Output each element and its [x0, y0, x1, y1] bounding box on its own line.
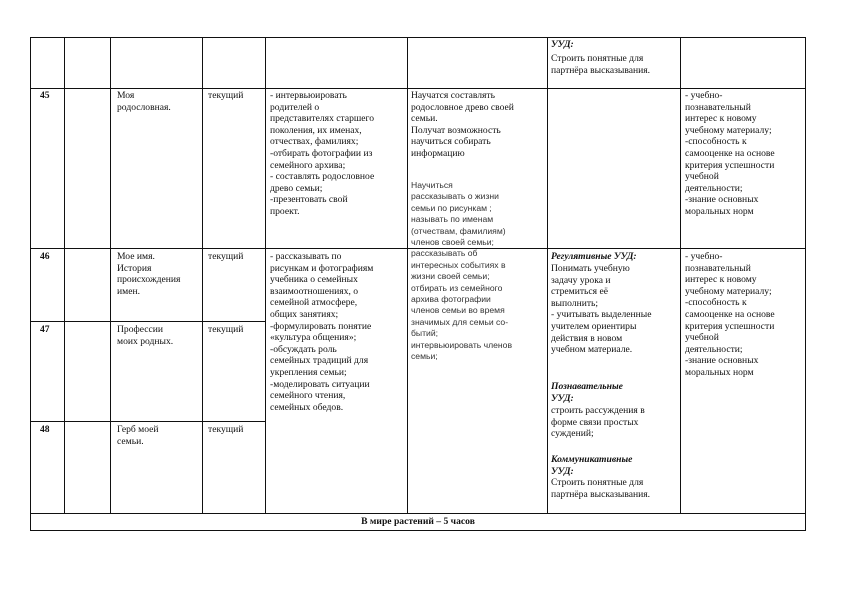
row-45-activities: - интервьюировать родителей о представителях старшего поколения, их именах, отчествах, фамилиях; -отбирать фотографии из семейного архива; - составлять родословное древо семьи; -презентовать свой проект.	[270, 90, 375, 217]
col-line-8	[805, 37, 806, 531]
row-47-type: текущий	[208, 324, 244, 335]
row-48-topic: Герб моей семьи.	[117, 424, 159, 447]
table-border-top	[30, 37, 806, 38]
uud-communicative-heading: Коммуникативные УУД:	[551, 454, 633, 477]
col-line-4	[265, 37, 266, 514]
uud-cognitive-text: строить рассуждения в форме связи простых суждений;	[551, 405, 645, 440]
row-46-personal: - учебно- познавательный интерес к новому учебному материалу; -способность к самооценке на основе критерия успешности учебной деятельности; -знание основных моральных норм	[685, 251, 775, 378]
table-border-bottom	[30, 530, 806, 531]
uud-communicative-text: Строить понятные для партнёра высказывания.	[551, 477, 651, 500]
row-47-number: 47	[40, 324, 50, 335]
row-46-topic: Мое имя. История происхождения имен.	[117, 251, 181, 297]
uud-top-heading: УУД:	[551, 39, 574, 50]
row-45-type: текущий	[208, 90, 244, 101]
row-46-type: текущий	[208, 251, 244, 262]
row-47-topic: Профессии моих родных.	[117, 324, 174, 347]
uud-regulative-text: Понимать учебную задачу урока и стремиться её выполнить; - учитывать выделенные учителем ориентиры действия в новом учебном материале.	[551, 263, 652, 356]
row-48-number: 48	[40, 424, 50, 435]
row-divider-end	[30, 513, 806, 514]
uud-regulative-heading: Регулятивные УУД:	[551, 251, 637, 262]
section-title: В мире растений – 5 часов	[361, 516, 475, 527]
row-45-personal: - учебно- познавательный интерес к новому учебному материалу; -способность к самооценке на основе критерия успешности учебной деятельности; -знание основных моральных норм	[685, 90, 775, 217]
row-divider-45	[30, 88, 806, 89]
col-line-6	[547, 37, 548, 514]
row-45-number: 45	[40, 90, 50, 101]
col-line-1	[64, 37, 65, 514]
row-46-number: 46	[40, 251, 50, 262]
uud-cognitive-heading: Познавательные УУД:	[551, 381, 623, 404]
col-line-0	[30, 37, 31, 531]
row-48-type: текущий	[208, 424, 244, 435]
uud-top-text: Строить понятные для партнёра высказывания.	[551, 53, 651, 76]
col-line-3	[202, 37, 203, 514]
row-divider-47	[30, 321, 266, 322]
row-divider-48	[30, 421, 266, 422]
row-46-activities: - рассказывать по рисункам и фотографиям учебника о семейных взаимоотношениях, о семейной атмосфере, общих занятиях; -формулировать понятие «культура общения»; -обсуждать роль семейных традиций для укрепления семьи; -моделировать ситуации семейного чтения, семейных обедов.	[270, 251, 374, 413]
col-line-5	[407, 37, 408, 514]
subject-results-block: Научиться рассказывать о жизни семьи по рисункам ; называть по именам (отчествам, фамилиям) членов своей семьи; рассказывать об интересных событиях в жизни своей семьи; отбирать из семейного архива фотографии членов семьи во время значимых для семьи со- бытий; интервьюировать членов семьи;	[411, 180, 513, 362]
row-45-subject-results: Научатся составлять родословное древо своей семьи. Получат возможность научиться собирать информацию	[411, 90, 514, 159]
col-line-2	[110, 37, 111, 514]
row-45-topic: Моя родословная.	[117, 90, 171, 113]
col-line-7	[680, 37, 681, 514]
